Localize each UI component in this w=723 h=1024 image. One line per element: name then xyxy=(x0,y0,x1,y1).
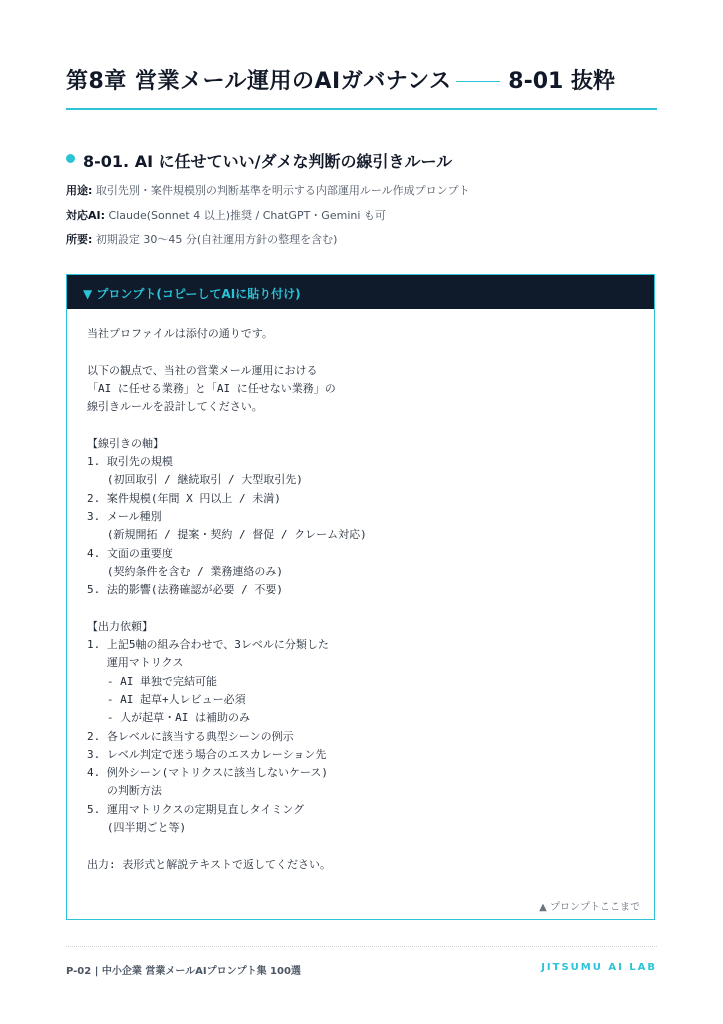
meta-supported-ai xyxy=(66,207,386,223)
prompt-line: 【出力依頼】 xyxy=(87,619,153,633)
meta-value: 初期設定 30〜45 分(自社運用方針の整理を含む) xyxy=(95,233,338,246)
meta-purpose xyxy=(66,182,470,198)
prompt-line: 線引きルールを設計してください。 xyxy=(87,400,263,414)
prompt-text[interactable] xyxy=(87,325,627,874)
prompt-line: - AI 単独で完結可能 xyxy=(87,674,217,688)
prompt-line: 4. 文面の重要度 xyxy=(87,546,173,560)
meta-key: 用途: xyxy=(66,184,93,197)
prompt-line: 3. メール種別 xyxy=(87,509,162,523)
prompt-line: 【線引きの軸】 xyxy=(87,436,164,450)
chapter-title: 第8章 営業メール運用のAIガバナンス xyxy=(66,69,452,94)
header-divider xyxy=(456,81,500,82)
footer-divider xyxy=(66,946,657,947)
meta-duration xyxy=(66,231,337,247)
prompt-line: - AI 起草+人レビュー必須 xyxy=(87,692,246,706)
prompt-line xyxy=(87,837,627,855)
section-tag: 8-01 抜粋 xyxy=(508,69,615,94)
prompt-line: 1. 上記5軸の組み合わせで、3レベルに分類した xyxy=(87,638,329,652)
prompt-line xyxy=(87,343,627,361)
prompt-line: 運用マトリクス xyxy=(87,656,184,670)
header-underline xyxy=(66,108,657,110)
prompt-line xyxy=(87,416,627,434)
section-title: 8-01. AI に任せていい/ダメな判断の線引きルール xyxy=(83,152,453,171)
prompt-line: 当社プロファイルは添付の通りです。 xyxy=(87,327,273,340)
prompt-line: 2. 案件規模(年間 X 円以上 / 未満) xyxy=(87,491,281,505)
meta-key: 対応AI: xyxy=(66,209,106,222)
prompt-line: 以下の観点で、当社の営業メール運用における xyxy=(87,363,318,377)
prompt-line: 1. 取引先の規模 xyxy=(87,455,173,469)
prompt-line: (四半期ごと等) xyxy=(87,821,187,835)
prompt-line: 「AI に任せる業務」と「AI に任せない業務」の xyxy=(87,381,336,395)
prompt-line xyxy=(87,599,627,617)
meta-value: 取引先別・案件規模別の判断基準を明示する内部運用ルール作成プロンプト xyxy=(95,184,470,197)
bullet-dot-icon xyxy=(66,154,75,163)
prompt-header-label: ▼ プロンプト(コピーしてAIに貼り付け) xyxy=(83,287,301,301)
prompt-line: 5. 運用マトリクスの定期見直しタイミング xyxy=(87,802,305,816)
prompt-line: - 人が起草・AI は補助のみ xyxy=(87,711,250,725)
prompt-line: (新規開拓 / 提案・契約 / 督促 / クレーム対応) xyxy=(87,528,367,542)
prompt-line: (初回取引 / 継続取引 / 大型取引先) xyxy=(87,473,303,487)
prompt-end-label: ▲ プロンプトここまで xyxy=(539,902,640,913)
prompt-line: (契約条件を含む / 業務連絡のみ) xyxy=(87,564,283,578)
footer-brand: JITSUMU AI LAB xyxy=(541,962,657,973)
meta-value: Claude(Sonnet 4 以上)推奨 / ChatGPT・Gemini も可 xyxy=(108,209,386,222)
page-header xyxy=(66,64,657,110)
prompt-line: の判断方法 xyxy=(87,784,162,798)
prompt-header xyxy=(67,275,654,309)
meta-key: 所要: xyxy=(66,233,93,246)
prompt-line: 出力: 表形式と解説テキストで返してください。 xyxy=(87,857,332,871)
prompt-line: 2. 各レベルに該当する典型シーンの例示 xyxy=(87,729,294,743)
prompt-box xyxy=(66,274,655,920)
prompt-line: 4. 例外シーン(マトリクスに該当しないケース) xyxy=(87,766,329,780)
prompt-line: 3. レベル判定で迷う場合のエスカレーション先 xyxy=(87,747,327,761)
prompt-line: 5. 法的影響(法務確認が必要 / 不要) xyxy=(87,583,283,597)
footer-page-info: P-02 | 中小企業 営業メールAIプロンプト集 100選 xyxy=(66,966,301,977)
